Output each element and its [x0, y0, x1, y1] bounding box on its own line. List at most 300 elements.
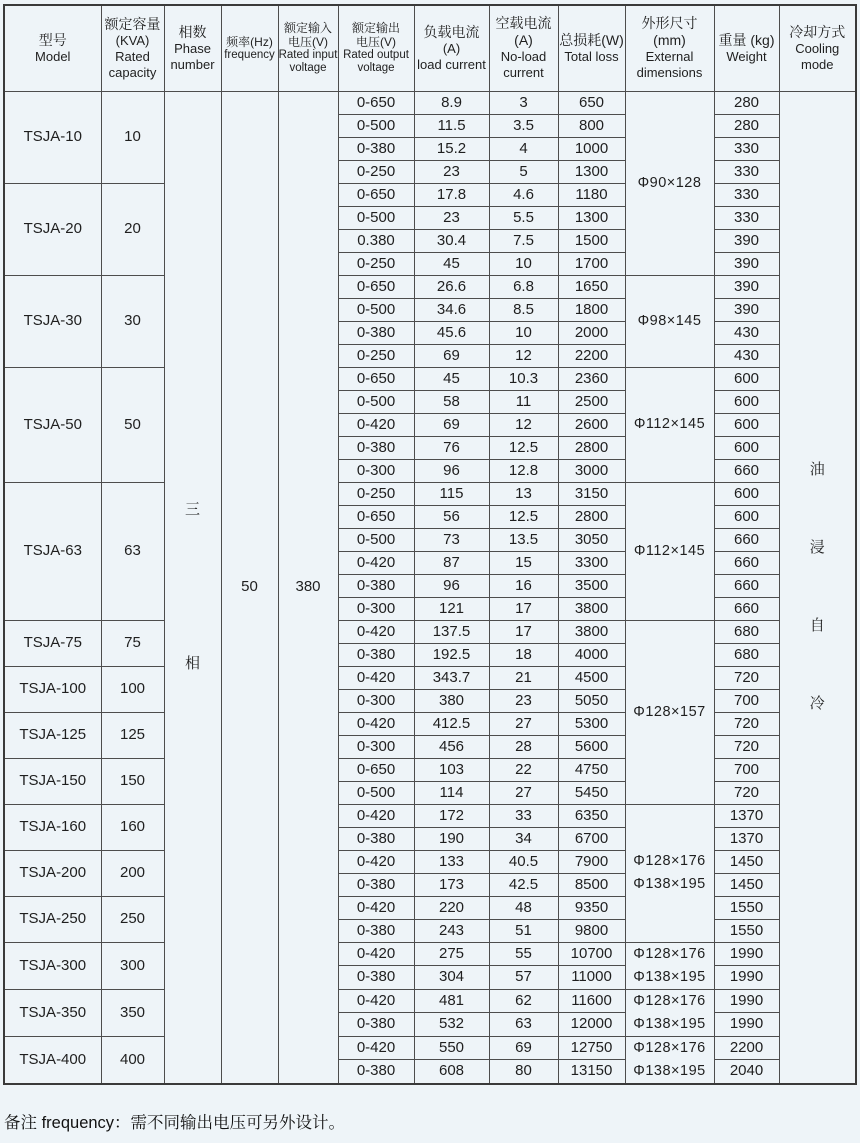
- header-line: 额定容量: [104, 15, 161, 32]
- table-row: [4, 850, 856, 873]
- cell-output-voltage: 0-650: [338, 505, 414, 528]
- dimension-line: Φ128×157: [633, 703, 706, 720]
- header-line: Cooling: [795, 40, 840, 56]
- cell-total-loss: 3800: [558, 620, 625, 643]
- cell-weight: 2040: [714, 1059, 779, 1083]
- dimension-line: Φ128×176: [633, 1039, 706, 1056]
- cell-external-dimensions: [625, 1036, 714, 1084]
- cell-no-load-current: 48: [489, 896, 558, 919]
- cell-model: TSJA-125: [4, 712, 101, 758]
- footnote: 备注 frequency：需不同输出电压可另外设计。: [4, 1113, 346, 1132]
- cell-weight: 660: [714, 459, 779, 482]
- cell-frequency: 50: [221, 91, 278, 1084]
- cell-total-loss: 9800: [558, 919, 625, 942]
- cell-total-loss: 1650: [558, 275, 625, 298]
- cell-weight: 700: [714, 689, 779, 712]
- dimension-line: Φ128×176: [633, 945, 706, 962]
- cell-output-voltage: 0-380: [338, 436, 414, 459]
- cell-load-current: 76: [414, 436, 489, 459]
- cell-no-load-current: 10: [489, 252, 558, 275]
- cell-model: TSJA-100: [4, 666, 101, 712]
- cell-weight: 1450: [714, 873, 779, 896]
- cell-no-load-current: 7.5: [489, 229, 558, 252]
- cell-output-voltage: 0-500: [338, 781, 414, 804]
- cell-load-current: 137.5: [414, 620, 489, 643]
- column-header-cooling: [779, 5, 856, 91]
- cell-rated-capacity: 250: [101, 896, 164, 942]
- cell-total-loss: 12750: [558, 1036, 625, 1059]
- cell-no-load-current: 33: [489, 804, 558, 827]
- header-line: (A): [442, 40, 461, 56]
- cell-output-voltage: 0-500: [338, 390, 414, 413]
- cell-load-current: 45: [414, 367, 489, 390]
- cell-weight: 720: [714, 735, 779, 758]
- header-line: Rated output: [343, 48, 409, 61]
- cell-load-current: 45.6: [414, 321, 489, 344]
- header-line: Phase: [174, 40, 211, 56]
- header-line: 外形尺寸(mm): [641, 15, 698, 49]
- table-row: [4, 804, 856, 827]
- cell-external-dimensions: [625, 942, 714, 989]
- cell-no-load-current: 16: [489, 574, 558, 597]
- cell-no-load-current: 21: [489, 666, 558, 689]
- table-row: [4, 666, 856, 689]
- cell-load-current: 96: [414, 459, 489, 482]
- header-line: No-load: [500, 49, 547, 65]
- cell-weight: 700: [714, 758, 779, 781]
- cell-weight: 720: [714, 781, 779, 804]
- cell-total-loss: 1500: [558, 229, 625, 252]
- header-line: 额定输出: [351, 20, 400, 35]
- cell-output-voltage: 0-380: [338, 873, 414, 896]
- cell-output-voltage: 0-420: [338, 712, 414, 735]
- cell-weight: 660: [714, 528, 779, 551]
- cell-phase-number: [164, 91, 221, 1084]
- cell-model: TSJA-75: [4, 620, 101, 666]
- cell-output-voltage: 0-500: [338, 206, 414, 229]
- cell-weight: 430: [714, 321, 779, 344]
- cell-output-voltage: 0-420: [338, 551, 414, 574]
- header-line: dimensions: [636, 65, 703, 81]
- cell-rated-capacity: 300: [101, 942, 164, 989]
- header-line: 型号: [38, 31, 67, 48]
- cell-load-current: 23: [414, 160, 489, 183]
- cell-output-voltage: 0-420: [338, 1036, 414, 1059]
- cell-output-voltage: 0-650: [338, 758, 414, 781]
- header-line: External: [645, 49, 694, 65]
- table-row: [4, 275, 856, 298]
- cell-weight: 1370: [714, 827, 779, 850]
- cell-external-dimensions: [625, 91, 714, 275]
- cell-output-voltage: 0-420: [338, 413, 414, 436]
- dimension-line: Φ112×145: [633, 542, 706, 559]
- cell-output-voltage: 0-650: [338, 91, 414, 114]
- cell-weight: 680: [714, 643, 779, 666]
- cell-weight: 600: [714, 367, 779, 390]
- cell-weight: 720: [714, 712, 779, 735]
- column-header-dimensions: [625, 5, 714, 91]
- cell-total-loss: 3150: [558, 482, 625, 505]
- header-line: Model: [35, 48, 71, 64]
- cell-total-loss: 2800: [558, 505, 625, 528]
- dimension-line: Φ128×176: [633, 853, 706, 869]
- cell-external-dimensions: [625, 367, 714, 482]
- cooling-char: 浸: [809, 539, 825, 556]
- cell-no-load-current: 11: [489, 390, 558, 413]
- cell-weight: 430: [714, 344, 779, 367]
- cell-load-current: 103: [414, 758, 489, 781]
- dimension-line: Φ98×145: [637, 312, 702, 329]
- cell-total-loss: 1300: [558, 160, 625, 183]
- table-row: [4, 896, 856, 919]
- cell-weight: 330: [714, 206, 779, 229]
- spec-table: [3, 4, 857, 1085]
- cell-total-loss: 9350: [558, 896, 625, 919]
- cell-total-loss: 800: [558, 114, 625, 137]
- cell-weight: 1990: [714, 942, 779, 966]
- cell-weight: 1990: [714, 989, 779, 1013]
- cell-output-voltage: 0-380: [338, 643, 414, 666]
- cell-load-current: 26.6: [414, 275, 489, 298]
- cell-weight: 330: [714, 183, 779, 206]
- cell-weight: 390: [714, 275, 779, 298]
- cell-load-current: 304: [414, 966, 489, 990]
- cell-load-current: 15.2: [414, 137, 489, 160]
- cell-no-load-current: 42.5: [489, 873, 558, 896]
- cell-output-voltage: 0-300: [338, 689, 414, 712]
- cell-rated-capacity: 50: [101, 367, 164, 482]
- header-line: voltage: [357, 62, 395, 75]
- cell-model: TSJA-160: [4, 804, 101, 850]
- cell-rated-capacity: 20: [101, 183, 164, 275]
- cell-no-load-current: 8.5: [489, 298, 558, 321]
- cell-no-load-current: 12: [489, 413, 558, 436]
- cell-load-current: 8.9: [414, 91, 489, 114]
- table-row: [4, 989, 856, 1013]
- cell-model: TSJA-150: [4, 758, 101, 804]
- cell-load-current: 456: [414, 735, 489, 758]
- column-header-output-voltage: [338, 5, 414, 91]
- phase-char: 三: [184, 501, 200, 518]
- cell-external-dimensions: [625, 804, 714, 942]
- phase-number-text: [165, 92, 221, 1083]
- cell-external-dimensions: [625, 482, 714, 620]
- cell-output-voltage: 0-500: [338, 528, 414, 551]
- header-line: current: [503, 65, 544, 81]
- table-row: [4, 367, 856, 390]
- cell-weight: 330: [714, 160, 779, 183]
- cell-total-loss: 10700: [558, 942, 625, 966]
- cell-no-load-current: 40.5: [489, 850, 558, 873]
- cell-no-load-current: 23: [489, 689, 558, 712]
- dimension-line: Φ138×195: [633, 968, 706, 985]
- cell-load-current: 17.8: [414, 183, 489, 206]
- cell-output-voltage: 0-380: [338, 321, 414, 344]
- cell-no-load-current: 10: [489, 321, 558, 344]
- cell-output-voltage: 0-420: [338, 942, 414, 966]
- cooling-char: 油: [809, 461, 825, 478]
- cell-load-current: 343.7: [414, 666, 489, 689]
- cell-load-current: 173: [414, 873, 489, 896]
- cell-load-current: 87: [414, 551, 489, 574]
- cooling-char: 自: [809, 617, 825, 634]
- cell-total-loss: 650: [558, 91, 625, 114]
- cell-model: TSJA-50: [4, 367, 101, 482]
- cell-weight: 1550: [714, 919, 779, 942]
- cell-total-loss: 5450: [558, 781, 625, 804]
- header-line: 重量 (kg): [718, 31, 775, 48]
- cell-no-load-current: 27: [489, 712, 558, 735]
- cell-no-load-current: 69: [489, 1036, 558, 1059]
- cell-no-load-current: 5: [489, 160, 558, 183]
- cell-total-loss: 3800: [558, 597, 625, 620]
- cell-weight: 600: [714, 436, 779, 459]
- header-line: (KVA): [115, 32, 150, 48]
- cell-load-current: 11.5: [414, 114, 489, 137]
- cell-rated-capacity: 400: [101, 1036, 164, 1084]
- cell-total-loss: 1300: [558, 206, 625, 229]
- cell-rated-capacity: 10: [101, 91, 164, 183]
- cell-total-loss: 5600: [558, 735, 625, 758]
- cell-load-current: 30.4: [414, 229, 489, 252]
- cell-weight: 1370: [714, 804, 779, 827]
- cell-no-load-current: 12.5: [489, 436, 558, 459]
- column-header-load-current: [414, 5, 489, 91]
- header-line: 电压(V): [356, 34, 396, 49]
- cell-total-loss: 1800: [558, 298, 625, 321]
- cell-no-load-current: 15: [489, 551, 558, 574]
- cell-output-voltage: 0-250: [338, 160, 414, 183]
- cell-load-current: 58: [414, 390, 489, 413]
- header-line: Total loss: [564, 48, 619, 64]
- cell-model: TSJA-30: [4, 275, 101, 367]
- cell-total-loss: 6700: [558, 827, 625, 850]
- cell-total-loss: 1000: [558, 137, 625, 160]
- cell-total-loss: 4750: [558, 758, 625, 781]
- header-line: 冷却方式: [789, 23, 846, 40]
- cell-no-load-current: 17: [489, 597, 558, 620]
- cell-total-loss: 2600: [558, 413, 625, 436]
- cell-no-load-current: 5.5: [489, 206, 558, 229]
- cell-rated-capacity: 30: [101, 275, 164, 367]
- cell-no-load-current: 13: [489, 482, 558, 505]
- cell-no-load-current: 34: [489, 827, 558, 850]
- cell-output-voltage: 0-250: [338, 482, 414, 505]
- cell-no-load-current: 18: [489, 643, 558, 666]
- cell-weight: 600: [714, 390, 779, 413]
- cell-no-load-current: 27: [489, 781, 558, 804]
- header-line: Rated input: [278, 48, 338, 61]
- cell-weight: 660: [714, 574, 779, 597]
- header-line: mode: [800, 56, 834, 72]
- cell-rated-capacity: 160: [101, 804, 164, 850]
- cell-weight: 600: [714, 482, 779, 505]
- header-line: Weight: [726, 48, 767, 64]
- column-header-capacity: [101, 5, 164, 91]
- cell-output-voltage: 0-380: [338, 574, 414, 597]
- cell-weight: 660: [714, 551, 779, 574]
- cell-no-load-current: 6.8: [489, 275, 558, 298]
- cooling-mode-text: [780, 92, 856, 1083]
- cell-no-load-current: 4.6: [489, 183, 558, 206]
- cell-output-voltage: 0-300: [338, 459, 414, 482]
- cell-output-voltage: 0-380: [338, 1013, 414, 1037]
- cell-weight: 1450: [714, 850, 779, 873]
- cell-rated-capacity: 350: [101, 989, 164, 1036]
- table-row: [4, 183, 856, 206]
- cell-output-voltage: 0-420: [338, 666, 414, 689]
- cell-weight: 330: [714, 137, 779, 160]
- cell-total-loss: 4000: [558, 643, 625, 666]
- cell-load-current: 56: [414, 505, 489, 528]
- cell-output-voltage: 0-420: [338, 804, 414, 827]
- cell-no-load-current: 10.3: [489, 367, 558, 390]
- cell-output-voltage: 0-420: [338, 850, 414, 873]
- cell-no-load-current: 55: [489, 942, 558, 966]
- cell-total-loss: 3000: [558, 459, 625, 482]
- cell-load-current: 69: [414, 344, 489, 367]
- cell-total-loss: 13150: [558, 1059, 625, 1083]
- column-header-phase: [164, 5, 221, 91]
- cell-model: TSJA-400: [4, 1036, 101, 1084]
- cell-load-current: 23: [414, 206, 489, 229]
- cell-no-load-current: 12.5: [489, 505, 558, 528]
- cell-output-voltage: 0-250: [338, 344, 414, 367]
- cell-total-loss: 8500: [558, 873, 625, 896]
- cell-output-voltage: 0-500: [338, 298, 414, 321]
- table-row: [4, 712, 856, 735]
- cell-load-current: 34.6: [414, 298, 489, 321]
- cell-no-load-current: 28: [489, 735, 558, 758]
- column-header-model: [4, 5, 101, 91]
- cell-weight: 600: [714, 413, 779, 436]
- cell-weight: 390: [714, 298, 779, 321]
- cell-total-loss: 6350: [558, 804, 625, 827]
- cell-total-loss: 4500: [558, 666, 625, 689]
- cell-model: TSJA-350: [4, 989, 101, 1036]
- cell-load-current: 412.5: [414, 712, 489, 735]
- cell-total-loss: 3300: [558, 551, 625, 574]
- dimension-line: Φ112×145: [633, 416, 706, 432]
- cell-rated-capacity: 63: [101, 482, 164, 620]
- column-header-no-load-current: [489, 5, 558, 91]
- cell-model: TSJA-300: [4, 942, 101, 989]
- cell-model: TSJA-63: [4, 482, 101, 620]
- table-row: [4, 1036, 856, 1059]
- cell-no-load-current: 22: [489, 758, 558, 781]
- table-row: [4, 942, 856, 966]
- cell-weight: 2200: [714, 1036, 779, 1059]
- cell-no-load-current: 51: [489, 919, 558, 942]
- cell-no-load-current: 3: [489, 91, 558, 114]
- cell-total-loss: 1180: [558, 183, 625, 206]
- cell-no-load-current: 3.5: [489, 114, 558, 137]
- table-row: [4, 620, 856, 643]
- cell-weight: 720: [714, 666, 779, 689]
- cell-output-voltage: 0-300: [338, 597, 414, 620]
- cell-external-dimensions: [625, 989, 714, 1036]
- column-header-weight: [714, 5, 779, 91]
- cell-total-loss: 2500: [558, 390, 625, 413]
- dimension-line: Φ138×195: [633, 1015, 706, 1032]
- cell-load-current: 115: [414, 482, 489, 505]
- phase-char: 相: [184, 655, 200, 672]
- header-line: 电压(V): [288, 34, 328, 49]
- cell-load-current: 45: [414, 252, 489, 275]
- cell-output-voltage: 0-420: [338, 620, 414, 643]
- cell-load-current: 481: [414, 989, 489, 1013]
- cell-external-dimensions: [625, 620, 714, 804]
- cell-load-current: 532: [414, 1013, 489, 1037]
- column-header-input-voltage: [278, 5, 338, 91]
- cell-no-load-current: 62: [489, 989, 558, 1013]
- header-line: 频率(Hz): [226, 34, 273, 49]
- cell-load-current: 243: [414, 919, 489, 942]
- cell-output-voltage: 0-650: [338, 183, 414, 206]
- cell-no-load-current: 17: [489, 620, 558, 643]
- column-header-total-loss: [558, 5, 625, 91]
- cell-load-current: 192.5: [414, 643, 489, 666]
- cell-model: TSJA-10: [4, 91, 101, 183]
- cell-total-loss: 5050: [558, 689, 625, 712]
- column-header-frequency: [221, 5, 278, 91]
- header-line: frequency: [224, 48, 275, 61]
- cell-output-voltage: 0-500: [338, 114, 414, 137]
- cell-load-current: 172: [414, 804, 489, 827]
- cell-model: TSJA-20: [4, 183, 101, 275]
- header-line: 总损耗(W): [559, 31, 624, 48]
- dimension-line: Φ90×128: [637, 174, 702, 191]
- cell-output-voltage: 0-650: [338, 367, 414, 390]
- header-line: load current: [417, 56, 486, 72]
- cell-weight: 1990: [714, 966, 779, 990]
- cell-rated-capacity: 100: [101, 666, 164, 712]
- cell-load-current: 275: [414, 942, 489, 966]
- cell-no-load-current: 63: [489, 1013, 558, 1037]
- header-line: Rated: [115, 48, 150, 64]
- cell-weight: 390: [714, 229, 779, 252]
- cell-load-current: 69: [414, 413, 489, 436]
- cell-weight: 600: [714, 505, 779, 528]
- table-row: [4, 482, 856, 505]
- cell-output-voltage: 0-380: [338, 137, 414, 160]
- cell-rated-capacity: 75: [101, 620, 164, 666]
- cell-rated-capacity: 200: [101, 850, 164, 896]
- cell-model: TSJA-200: [4, 850, 101, 896]
- cell-total-loss: 3500: [558, 574, 625, 597]
- header-line: capacity: [108, 64, 157, 80]
- header-line: voltage: [289, 62, 327, 75]
- cell-weight: 390: [714, 252, 779, 275]
- cell-total-loss: 2200: [558, 344, 625, 367]
- cell-weight: 680: [714, 620, 779, 643]
- cell-weight: 1990: [714, 1013, 779, 1037]
- cell-load-current: 380: [414, 689, 489, 712]
- cell-total-loss: 2360: [558, 367, 625, 390]
- cell-external-dimensions: [625, 275, 714, 367]
- cell-output-voltage: 0-650: [338, 275, 414, 298]
- cell-output-voltage: 0.380: [338, 229, 414, 252]
- cell-no-load-current: 12: [489, 344, 558, 367]
- cell-weight: 660: [714, 597, 779, 620]
- cell-load-current: 608: [414, 1059, 489, 1083]
- header-line: 空载电流(A): [495, 15, 552, 49]
- cell-total-loss: 11600: [558, 989, 625, 1013]
- cell-output-voltage: 0-420: [338, 989, 414, 1013]
- cooling-char: 冷: [809, 695, 825, 712]
- cell-rated-capacity: 150: [101, 758, 164, 804]
- cell-load-current: 133: [414, 850, 489, 873]
